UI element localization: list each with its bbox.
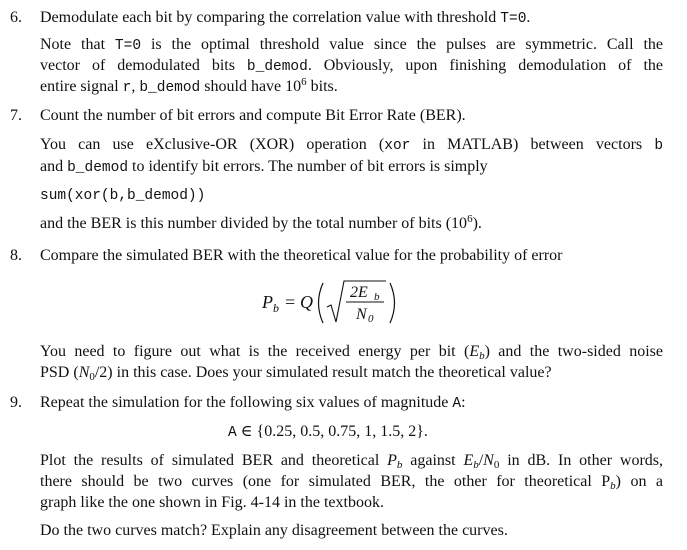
item-8-p1-e: E: [469, 343, 480, 360]
item-6-p3-comma: ,: [131, 78, 140, 95]
item-8-p1-esub: b: [479, 350, 485, 362]
formula-numerator-sub: b: [374, 291, 380, 303]
formula-denominator-sub: 0: [368, 313, 374, 325]
item-7-p2-a: and: [40, 158, 68, 175]
item-7-p1-code2: b: [654, 138, 663, 154]
formula-lhs-sub: b: [273, 301, 279, 315]
item-6-para-line-2: [40, 56, 663, 76]
item-8-title: Compare the simulated BER with the theoretical value for the probability of error: [40, 247, 563, 264]
item-6-p1-a: Note that: [40, 36, 115, 53]
item-8-number: 8.: [10, 247, 22, 264]
item-8-para-line-1: [40, 342, 663, 362]
formula-right-paren: [390, 283, 395, 323]
item-7-p1-b: in MATLAB) between vectors: [410, 136, 655, 153]
item-9-p2-sub: b: [610, 480, 616, 492]
item-8-p1-a: You need to figure out what is the received energy per bit (: [40, 343, 470, 360]
item-6-p3-sup: 6: [301, 76, 307, 88]
item-9-p2-end: ) on a: [615, 473, 663, 490]
item-6-p2-a: vector of demodulated bits: [40, 57, 247, 74]
item-9-title-code: A: [452, 396, 462, 412]
item-8-p2-n: N: [78, 364, 90, 381]
item-9-p1-b: against: [402, 452, 464, 469]
item-7-para-line-2: [40, 157, 488, 178]
item-6-p3-c: bits.: [306, 78, 338, 95]
item-9-title-text: Repeat the simulation for the following six values of magnitude: [40, 394, 453, 411]
item-6-number: 6.: [10, 9, 22, 26]
item-7-title: Count the number of bit errors and compute Bit Error Rate (BER).: [40, 107, 466, 124]
item-9-p1-p: P: [387, 452, 397, 469]
item-7-p2-code: b_demod: [67, 160, 129, 176]
item-9-p1-nsub: 0: [493, 459, 500, 471]
item-9-value-set: [228, 422, 428, 443]
item-9-p1-a: Plot the results of simulated BER and theoretical: [40, 452, 388, 469]
item-9-p1-slash: /: [478, 452, 484, 469]
item-6-p2-code: b_demod: [246, 59, 308, 75]
item-7-p1-a: You can use eXclusive-OR (XOR) operation (: [40, 136, 385, 153]
item-6-p1-b: is the optimal threshold value since the pulses are symmetric. Call the: [141, 36, 663, 53]
item-6-p1-code: T=0: [114, 38, 142, 54]
item-9-set-values: {0.25, 0.5, 0.75, 1, 1.5, 2}.: [256, 423, 428, 440]
item-7-p3-sup: 6: [467, 213, 473, 225]
item-7-p2-b: to identify bit errors. The number of bit errors is simply: [128, 158, 488, 175]
item-6-title-text: Demodulate each bit by comparing the correlation value with threshold: [40, 9, 501, 26]
item-9-p1-c: in dB. In other words,: [499, 452, 663, 469]
item-6-p2-b: . Obviously, upon finishing demodulation of the: [307, 57, 663, 74]
item-9-p1-psub: b: [396, 459, 403, 471]
formula-equals: =: [285, 292, 296, 312]
item-7-p1-code1: xor: [384, 138, 411, 154]
item-8-para-line-2: [40, 363, 552, 383]
item-6-para-line-3: [40, 77, 338, 98]
item-9-p2-text: there should be two curves (one for simulated BER, the other for theoretical P: [40, 473, 611, 490]
formula-denominator: N: [356, 306, 367, 323]
item-8-p2-b: /2) in this case. Does your simulated result match the theoretical value?: [94, 364, 552, 381]
item-9-para-line-2: [40, 472, 663, 492]
item-6-title: [40, 8, 530, 29]
item-8-p2-nsub: 0: [89, 371, 95, 383]
item-7-para-line-1: [40, 135, 663, 155]
item-6-p3-code1: r: [122, 80, 132, 96]
item-6-title-end: .: [526, 9, 531, 26]
item-7-p3-b: ).: [472, 215, 482, 232]
item-7-p3-a: and the BER is this number divided by the total number of bits (10: [40, 215, 468, 232]
item-9-para-line-3: graph like the one shown in Fig. 4-14 in the textbook.: [40, 494, 384, 511]
item-6-para-line-1: [40, 35, 663, 55]
item-9-p1-n: N: [483, 452, 494, 469]
item-9-para-line-4: Do the two curves match? Explain any disagreement between the curves.: [40, 522, 508, 539]
item-9-title: [40, 393, 466, 414]
item-9-p1-e: E: [463, 452, 474, 469]
item-7-para-line-3: [40, 214, 482, 234]
item-8-p2-a: PSD (: [40, 364, 79, 381]
item-9-set-var: A: [228, 425, 237, 441]
item-9-number: 9.: [10, 394, 22, 411]
formula-numerator: 2E: [350, 284, 368, 301]
item-7-number: 7.: [10, 107, 22, 124]
item-6-p3-code2: b_demod: [139, 80, 201, 96]
item-8-p1-b: ) and the two-sided noise: [484, 343, 663, 360]
item-6-p3-a: entire signal: [40, 78, 123, 95]
formula-q-function: Q: [300, 292, 313, 312]
error-probability-formula: [262, 277, 422, 329]
item-6-title-code: T=0: [500, 11, 527, 27]
item-6-p3-b: should have 10: [200, 78, 302, 95]
item-9-set-elem: ∈: [236, 423, 257, 440]
item-7-code-line: sum(xor(b,b_demod)): [40, 188, 206, 204]
formula-left-paren: [319, 283, 324, 323]
item-9-p1-esub: b: [473, 459, 479, 471]
formula-lhs: P: [262, 292, 273, 312]
item-9-title-end: :: [461, 394, 466, 411]
item-9-para-line-1: [40, 451, 663, 471]
